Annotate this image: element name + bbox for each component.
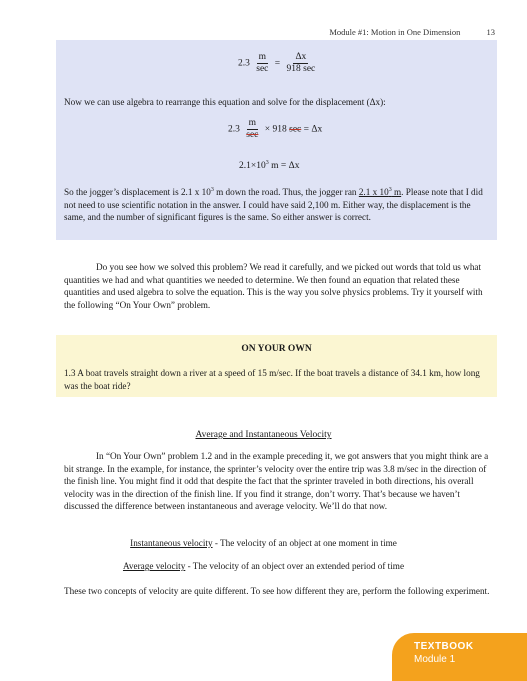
example-intro-text: Now we can use algebra to rearrange this equation and solve for the displacement (Δx):: [64, 97, 386, 107]
eq1-rhs-den: 918 sec: [286, 64, 316, 74]
def2-text: - The velocity of an object over an extended period of time: [185, 561, 405, 571]
equation-3: [239, 161, 299, 171]
definition-instantaneous: [0, 538, 527, 548]
def1-text: - The velocity of an object at one moment in time: [212, 538, 397, 548]
body-paragraph-text: Do you see how we solved this problem? We read it carefully, and we picked out words that told us what quantities we had and what quantities we needed to determine. We then found an equation that related these quantities and used algebra to solve the equation. This is the way you solve physics problems. Try it yourself with the following “On Your Own” problem.: [64, 262, 483, 310]
eq2-num: m: [248, 118, 257, 128]
eq3-rest: m = Δx: [268, 161, 300, 171]
body-paragraph: [64, 261, 492, 311]
section-title: Average and Instantaneous Velocity: [195, 430, 332, 440]
badge-line2: Module 1: [414, 654, 456, 665]
conclusion-c-exp: 3: [388, 186, 392, 193]
eq1-num: m: [258, 52, 267, 62]
eq2-den: sec: [246, 130, 259, 140]
section-paragraph: [64, 450, 492, 513]
equation-1: [238, 52, 319, 75]
eq2-coef: 2.3: [228, 124, 240, 135]
eq1-equals: =: [274, 58, 281, 69]
running-title: Module #1: Motion in One Dimension: [329, 27, 461, 37]
conclusion-e: . Please note that I did not need to use scientific notation in the answer. I could have said 2,100 m. Either way, the displacement is the same, and the number of significant figures is the same. So either answer is correct.: [64, 187, 483, 222]
equation-2: [228, 118, 322, 141]
badge-line1: TEXTBOOK: [414, 641, 474, 652]
eq1-coef: 2.3: [238, 58, 250, 69]
eq1-den: sec: [256, 64, 269, 74]
on-your-own-problem: 1.3 A boat travels straight down a river at a speed of 15 m/sec. If the boat travels a distance of 34.1 km, how long was the boat ride?: [64, 368, 480, 391]
eq2-result: = Δx: [303, 124, 323, 135]
eq3-mantissa: 2.1×10: [239, 161, 266, 171]
def2-term: Average velocity: [122, 561, 186, 571]
on-your-own-box: [56, 335, 497, 397]
page-number: 13: [486, 27, 495, 37]
eq1-rhs-num: Δx: [295, 52, 307, 62]
eq2-times: × 918: [264, 124, 287, 135]
conclusion-a-exp: 3: [210, 186, 214, 193]
eq2-cancel: sec: [289, 124, 302, 135]
example-conclusion: [64, 186, 489, 224]
running-header: [329, 27, 495, 37]
section-paragraph-text: In “On Your Own” problem 1.2 and in the example preceding it, we got answers that you might think are a bit strange. In the example, for instance, the sprinter’s velocity over the entire trip was 3.8 m/sec in the direction of the finish line. You might find it odd that despite the fact that the sprinter traveled in both directions, his overall velocity was in the direction of the finish line. If you find it strange, don’t worry. That’s because we haven’t discussed the difference between instantaneous and average velocity. We’ll do that now.: [64, 451, 489, 511]
conclusion-text: [64, 186, 489, 224]
conclusion-a: So the jogger’s displacement is 2.1 x 10: [64, 187, 211, 197]
textbook-badge: [392, 633, 527, 681]
conclusion-underlined: [359, 187, 401, 197]
conclusion-c: 2.1 x 10: [358, 187, 389, 197]
eq2-fraction: [244, 118, 260, 141]
closing-paragraph: [64, 585, 492, 598]
on-your-own-title: ON YOUR OWN: [241, 344, 312, 354]
eq1-rhs-fraction: [285, 52, 318, 75]
definition-average: [0, 561, 527, 571]
closing-text: These two concepts of velocity are quite different. To see how different they are, perform the following experiment.: [64, 586, 490, 596]
def1-term: Instantaneous velocity: [130, 538, 213, 548]
eq3-exp: 3: [265, 159, 269, 166]
eq1-fraction: [254, 52, 270, 75]
example-intro: [64, 96, 489, 109]
conclusion-b: m down the road. Thus, the jogger ran: [213, 187, 359, 197]
conclusion-d: m: [391, 187, 402, 197]
example-box: [56, 40, 497, 240]
